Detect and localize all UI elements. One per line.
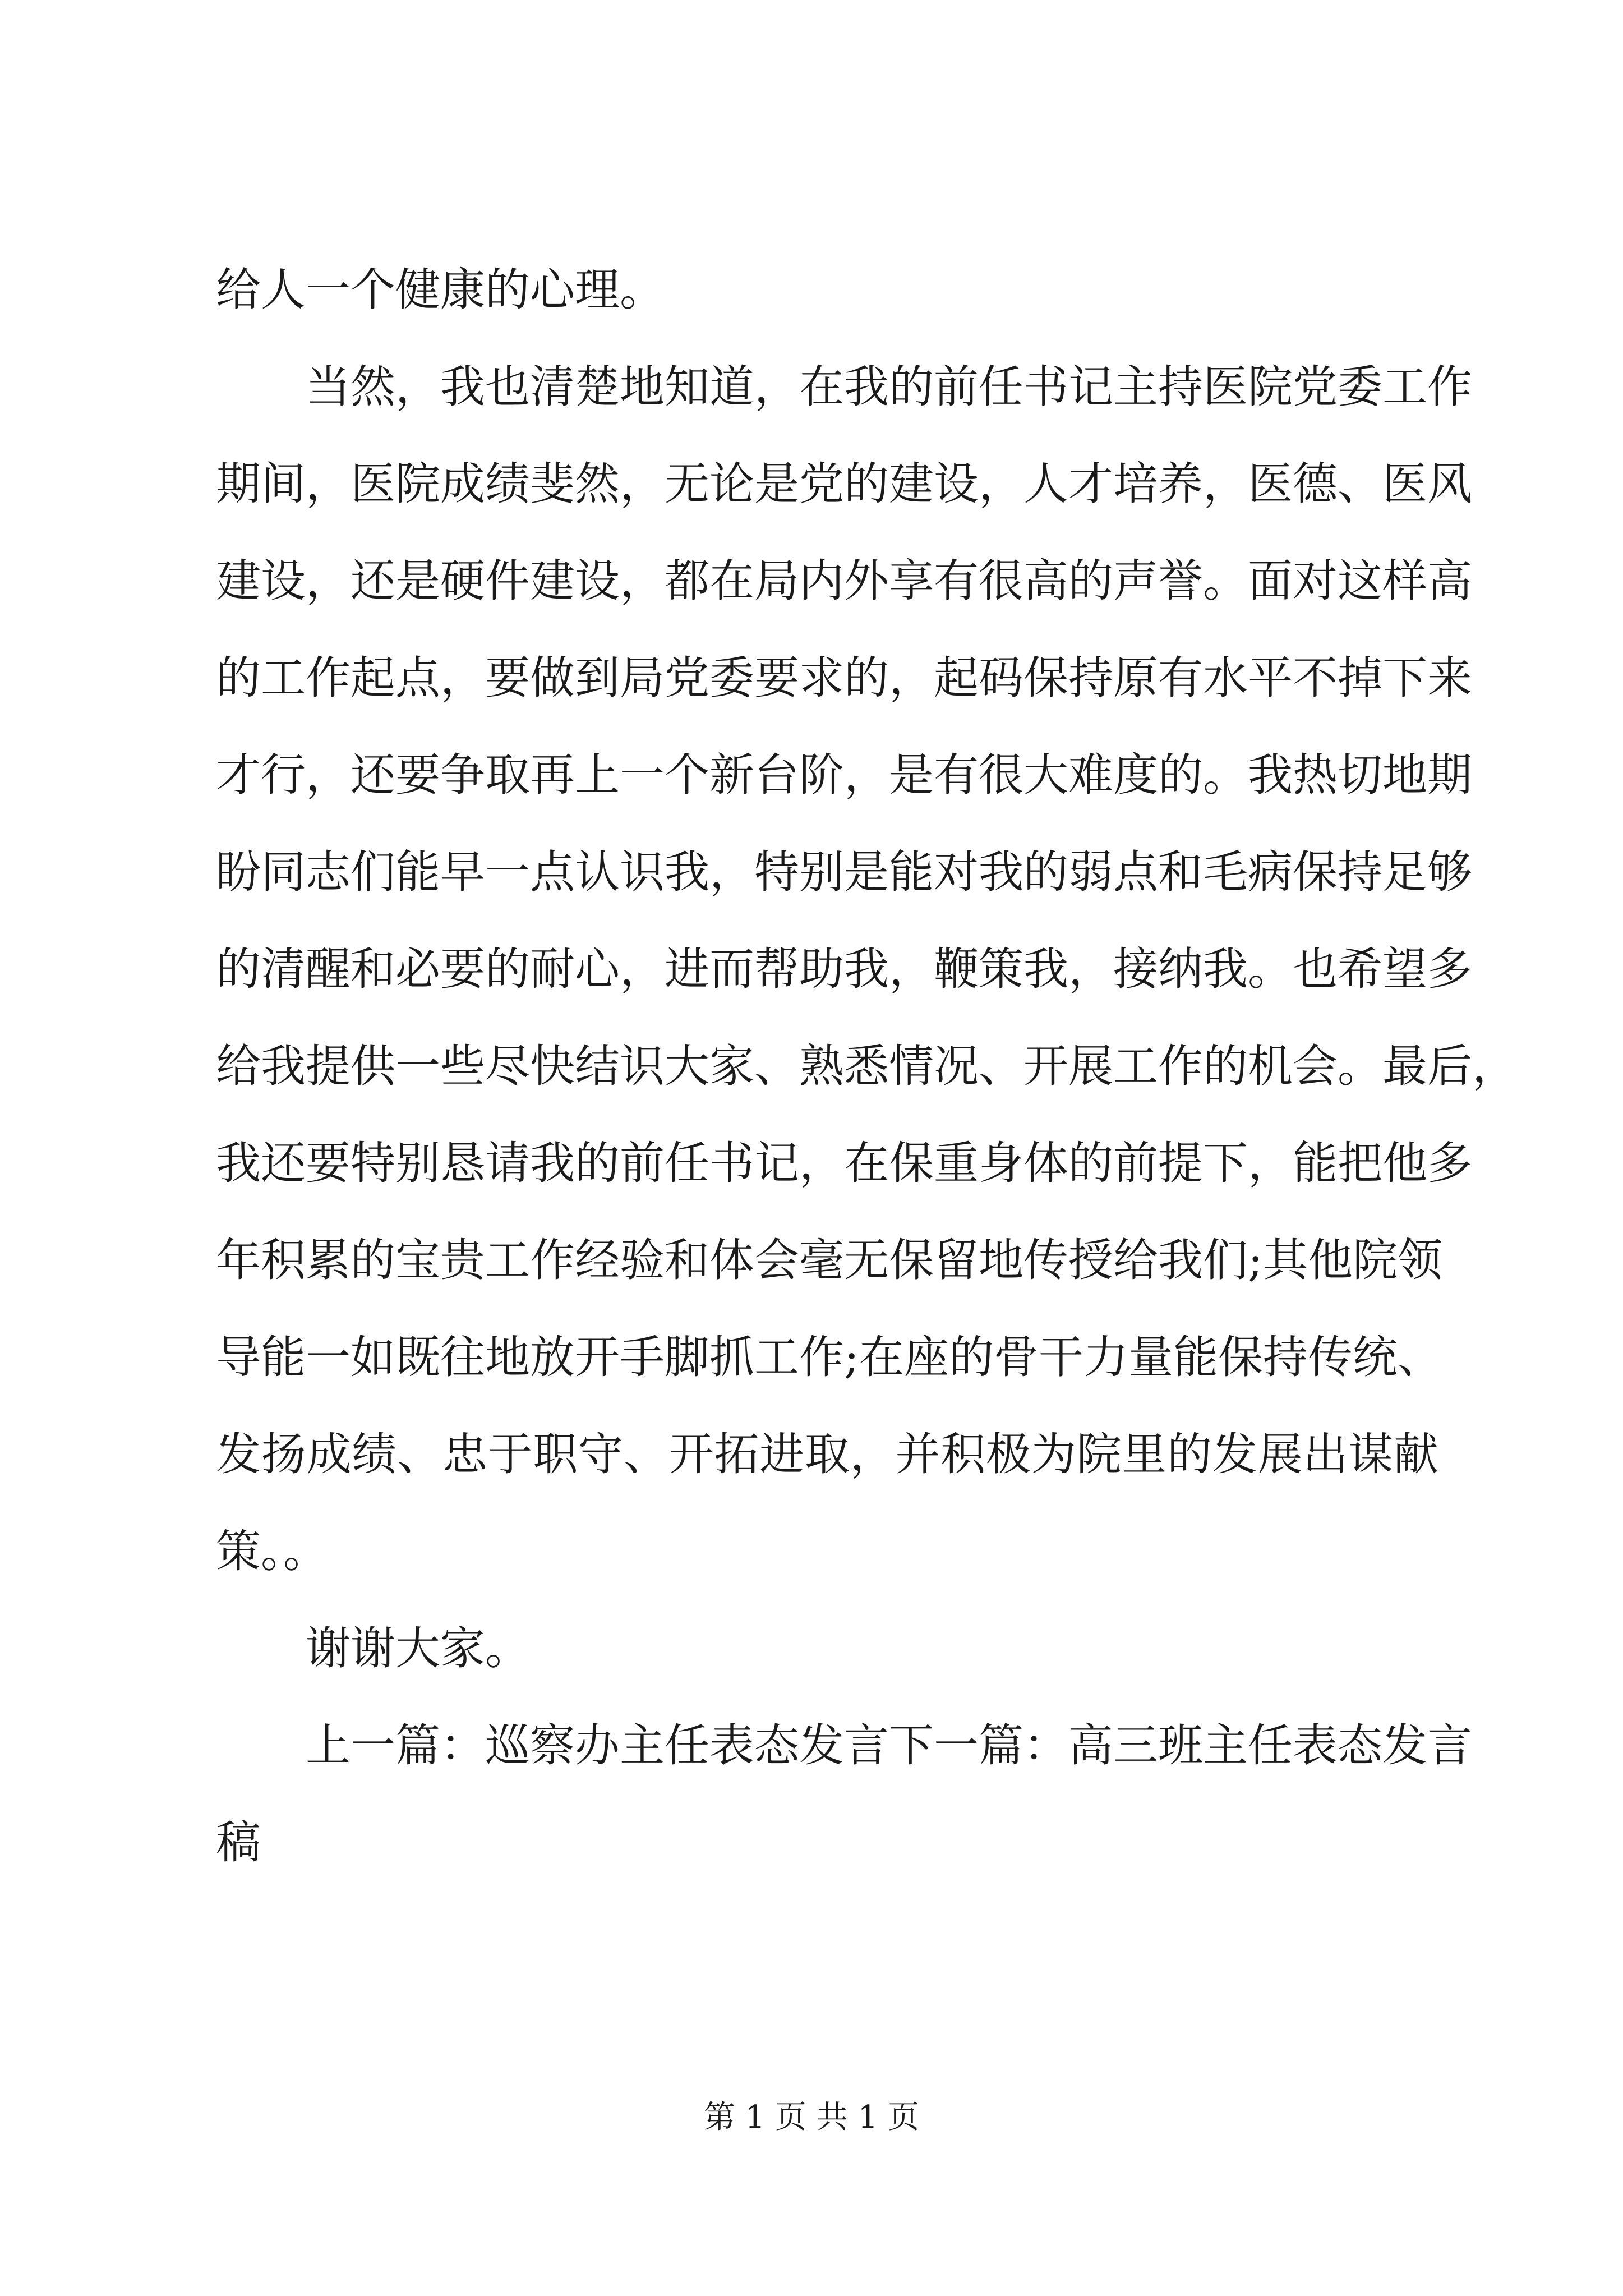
paragraph-line: 策。。 xyxy=(216,1525,328,1577)
paragraph-line: 建设，还是硬件建设，都在局内外享有很高的声誉。面对这样高 xyxy=(216,555,1472,607)
paragraph-line: 当然，我也清楚地知道，在我的前任书记主持医院党委工作 xyxy=(306,361,1472,413)
paragraph-line: 谢谢大家。 xyxy=(306,1622,530,1674)
paragraph-line: 我还要特别恳请我的前任书记，在保重身体的前提下，能把他多 xyxy=(216,1137,1472,1189)
paragraph-line: 才行，还要争取再上一个新台阶，是有很大难度的。我热切地期 xyxy=(216,749,1472,801)
document-body xyxy=(216,241,1517,1891)
paragraph-line: 期间，医院成绩斐然，无论是党的建设，人才培养，医德、医风 xyxy=(216,458,1472,510)
paragraph-line: 年积累的宝贵工作经验和体会毫无保留地传授给我们;其他院领 xyxy=(216,1234,1442,1286)
prev-next-links[interactable]: 上一篇：巡察办主任表态发言下一篇：高三班主任表态发言 xyxy=(306,1719,1472,1772)
prev-next-links-continued[interactable]: 稿 xyxy=(216,1816,261,1869)
paragraph-line: 发扬成绩、忠于职守、开拓进取，并积极为院里的发展出谋献 xyxy=(216,1428,1438,1480)
page-footer: 第 1 页 共 1 页 xyxy=(703,2099,920,2136)
paragraph-line: 的工作起点，要做到局党委要求的，起码保持原有水平不掉下来 xyxy=(216,652,1472,704)
paragraph-line: 给我提供一些尽快结识大家、熟悉情况、开展工作的机会。最后， xyxy=(216,1040,1517,1092)
paragraph-line: 盼同志们能早一点认识我，特别是能对我的弱点和毛病保持足够 xyxy=(216,846,1472,898)
paragraph-line: 给人一个健康的心理。 xyxy=(216,264,665,316)
paragraph-line: 导能一如既往地放开手脚抓工作;在座的骨干力量能保持传统、 xyxy=(216,1331,1442,1383)
paragraph-line: 的清醒和必要的耐心，进而帮助我，鞭策我，接纳我。也希望多 xyxy=(216,943,1472,995)
